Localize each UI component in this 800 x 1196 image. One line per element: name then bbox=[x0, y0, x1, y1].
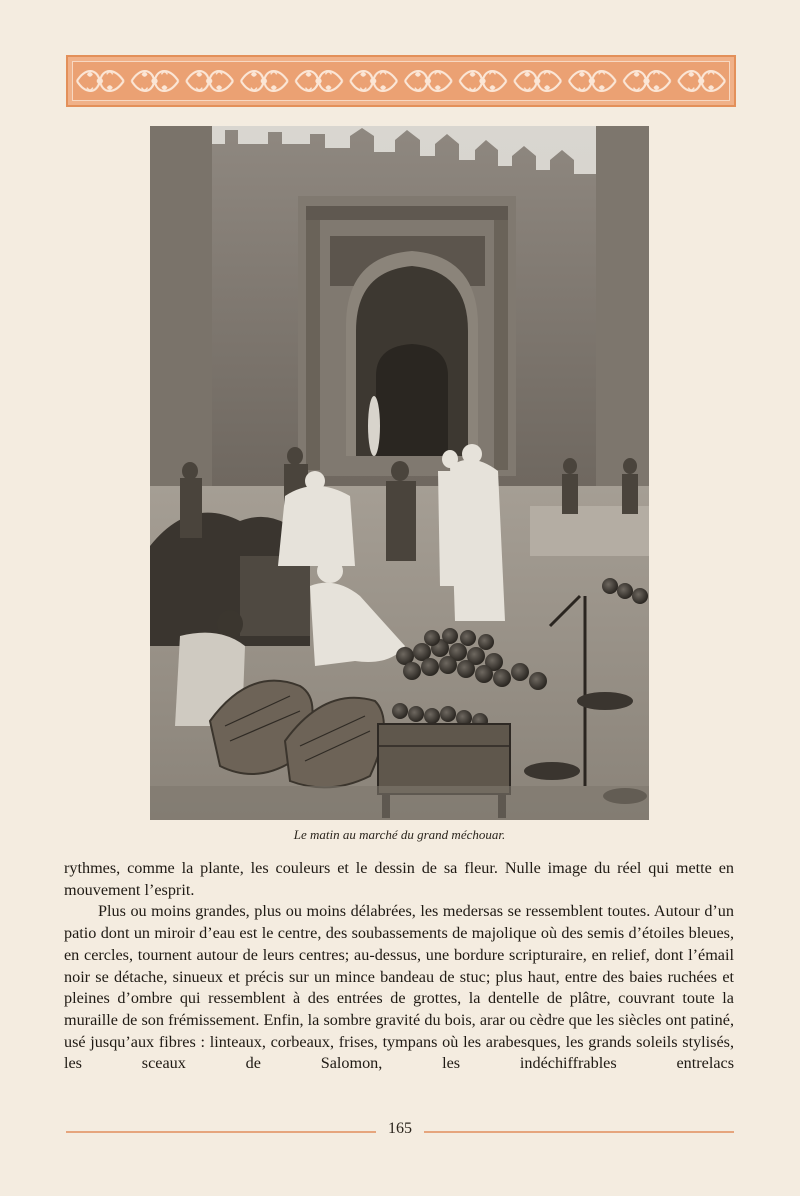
footer-rule-left bbox=[66, 1131, 376, 1133]
body-text bbox=[64, 858, 734, 1075]
market-photograph bbox=[150, 126, 649, 820]
arabesque-ornament-icon bbox=[72, 61, 730, 101]
paragraph-medersas: Plus ou moins grandes, plus ou moins délabrées, les medersas se ressemblent toutes. Autour d’un patio dont un miroir d’eau est le centre, des soubassements de majolique où des semis d’étoiles bleues, en cercles, tournent autour de leurs centres; au-dessus, une bordure scripturaire, en relief, dont l’émail noir se détache, sinueux et précis sur un mince bandeau de stuc; plus haut, entre des baies ruchées et pleines d’ombre qui ressemblent à des entrées de grottes, la dentelle de plâtre, couvrant toute la muraille de son frémissement. Enfin, la sombre gravité du bois, arar ou cèdre que les siècles ont patiné, usé jusqu’aux fibres : linteaux, corbeaux, frises, tympans où les arabesques, les grands soleils stylisés, les sceaux de Salomon, les indéchiffrables entrelacs bbox=[64, 902, 734, 1073]
photo-caption: Le matin au marché du grand méchouar. bbox=[293, 827, 506, 842]
market-gate-photograph-icon bbox=[150, 126, 649, 820]
decorative-banner bbox=[66, 55, 736, 107]
paragraph-continuation: rythmes, comme la plante, les couleurs et le dessin de sa fleur. Nulle image du réel qui mette en mouvement l’esprit. bbox=[64, 859, 734, 899]
page-number: 165 bbox=[388, 1120, 412, 1137]
footer-rule-right bbox=[424, 1131, 734, 1133]
